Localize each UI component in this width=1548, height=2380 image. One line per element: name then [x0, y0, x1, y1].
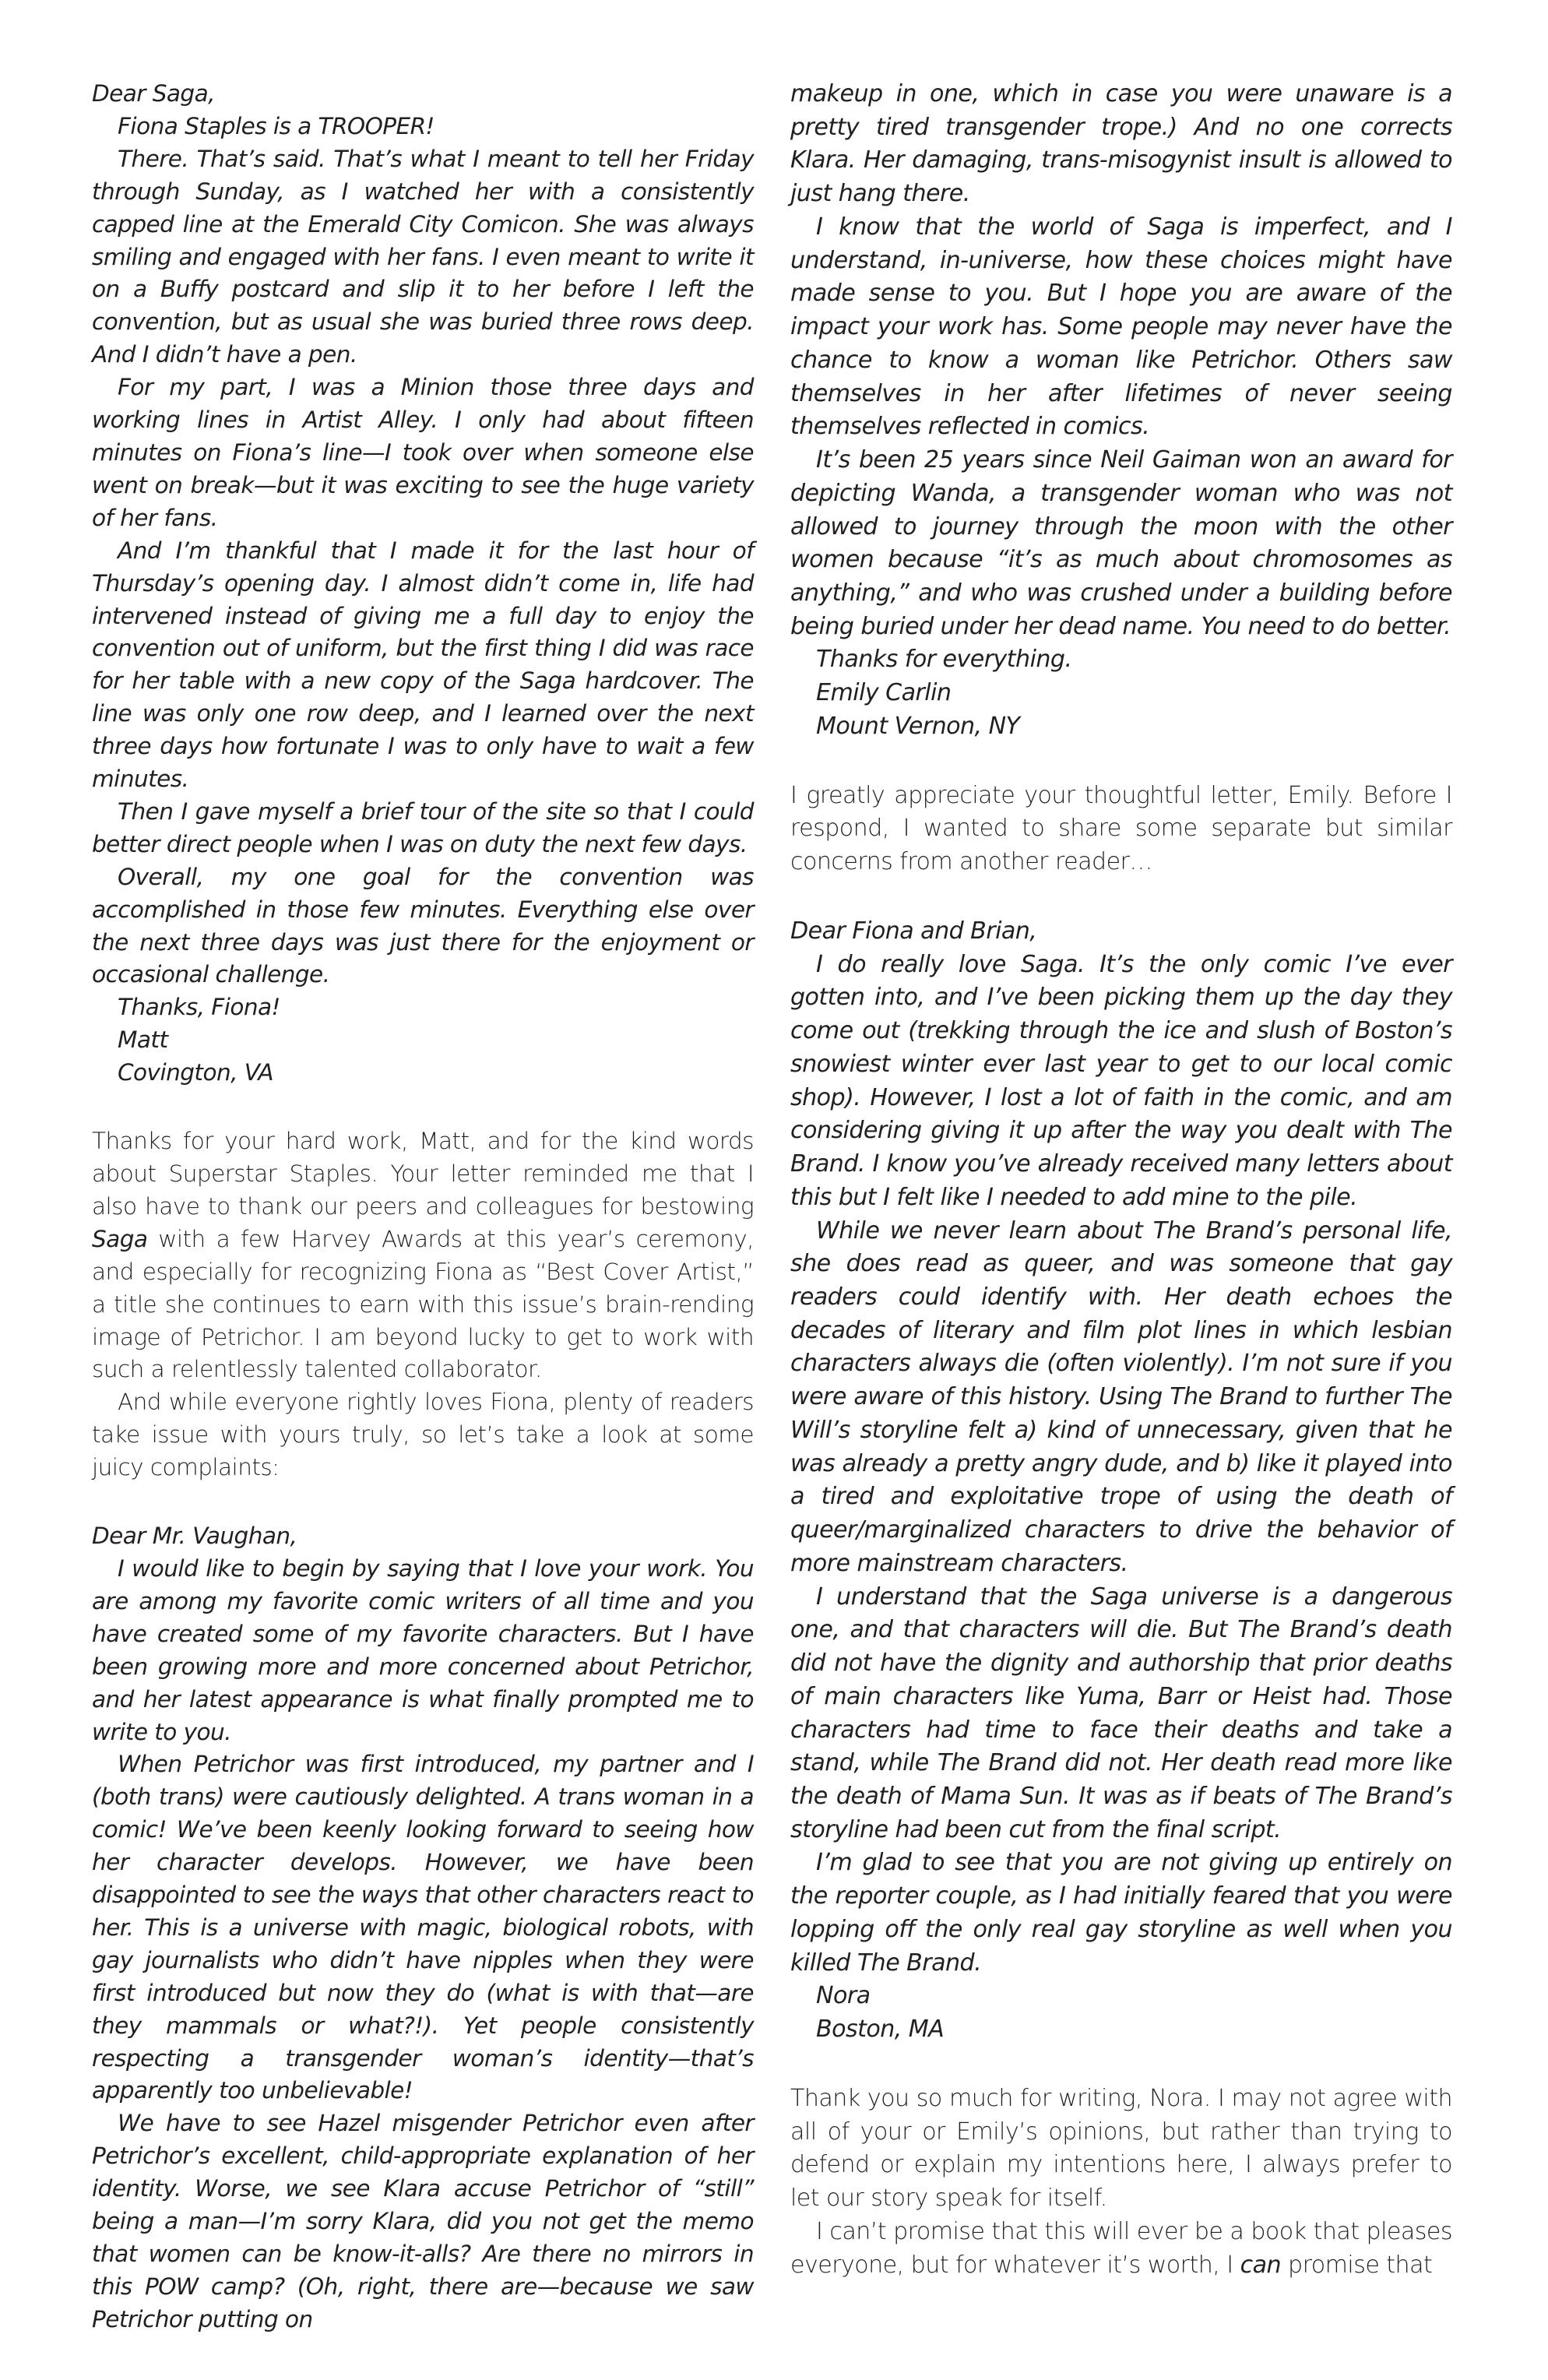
letter-paragraph: There. That’s said. That’s what I meant to tell her Friday through Sunday, as I watched her with a consistently capped line at the Emerald City Comicon. She was always smiling and engaged with her fans. I even meant to write it on a Buffy postcard and slip it to her before I left the convention, but as usual she was buried three rows deep. And I didn’t have a pen.: [92, 145, 754, 368]
response-paragraph: I can’t promise that this will ever be a book that pleases everyone, but for whatever it’s worth, I can promise that: [790, 2217, 1452, 2279]
letter-emily: [92, 1520, 754, 2336]
letter-closing: Thanks, Fiona!: [118, 994, 280, 1021]
editor-response-3: [790, 2082, 1452, 2282]
letter-paragraph: I do really love Saga. It’s the only comic I’ve ever gotten into, and I’ve been picking them up the day they come out (trekking through the ice and slush of Boston’s snowiest winter ever last year to get to our local comic shop). However, I lost a lot of faith in the comic, and am considering giving it up after the way you dealt with The Brand. I know you’ve already received many letters about this but I felt like I needed to add mine to the pile.: [790, 950, 1452, 1211]
letter-paragraph: Fiona Staples is a TROOPER!: [118, 112, 434, 139]
letter-signature-name: Matt: [118, 1026, 168, 1054]
letter-paragraph: I’m glad to see that you are not giving up entirely on the reporter couple, as I had initially feared that you were lopping off the only real gay storyline as well when you killed The Brand.: [790, 1849, 1452, 1977]
letter-paragraph: I would like to begin by saying that I love your work. You are among my favorite comic writers of all time and you have created some of my favorite characters. But I have been growing more and more concerned about Petrichor, and her latest appearance is what finally prompted me to write to you.: [92, 1554, 754, 1745]
letter-emily-continued: [790, 78, 1452, 744]
letter-nora: [790, 915, 1452, 2047]
letter-signature-name: Emily Carlin: [816, 679, 952, 707]
letter-signature-name: Nora: [816, 1982, 871, 2010]
right-column: [790, 78, 1452, 2282]
letter-signature-location: Covington, VA: [118, 1059, 273, 1086]
letter-paragraph: We have to see Hazel misgender Petrichor even after Petrichor’s excellent, child-appropriate explanation of her identity. Worse, we see Klara accuse Petrichor of “still” being a man—I’m sorry Klara, did you not get the memo that women can be know-it-alls? Are there no mirrors in this POW camp? (Oh, right, there are—because we saw Petrichor putting on: [92, 2110, 754, 2332]
letter-closing: Thanks for everything.: [816, 646, 1072, 674]
letter-matt: [92, 78, 754, 1090]
left-column: [92, 78, 754, 2336]
letter-signature-location: Boston, MA: [816, 2016, 945, 2044]
letter-paragraph: It’s been 25 years since Neil Gaiman won an award for depicting Wanda, a transgender woman who was not allowed to journey through the moon with the other women because “it’s as much about chromosomes as anything,” and who was crushed under a building before being buried under her dead name. You need to do better.: [790, 446, 1452, 640]
response-paragraph: Thanks for your hard work, Matt, and for the kind words about Superstar Staples. Your letter reminded me that I also have to thank our peers and colleagues for bestowing Saga with a few Harvey Awards at this year’s ceremony, and especially for recognizing Fiona as “Best Cover Artist,” a title she continues to earn with this issue’s brain-rending image of Petrichor. I am beyond lucky to get to work with such a relentlessly talented collaborator.: [92, 1128, 754, 1383]
book-title: Saga: [92, 1225, 148, 1252]
editor-response-2: [790, 780, 1452, 879]
letter-paragraph: makeup in one, which in case you were unaware is a pretty tired transgender trope.) And no one corrects Klara. Her damaging, trans-misogynist insult is allowed to just hang there.: [790, 80, 1452, 208]
letter-paragraph: While we never learn about The Brand’s personal life, she does read as queer, and was someone that gay readers could identify with. Her death echoes the decades of literary and film plot lines in which lesbian characters always die (often violently). I’m not sure if you were aware of this history. Using The Brand to further The Will’s storyline felt a) kind of unnecessary, given that he was already a pretty angry dude, and b) like it played into a tired and exploitative trope of using the death of queer/marginalized characters to drive the behavior of more mainstream characters.: [790, 1216, 1452, 1577]
letter-paragraph: And I’m thankful that I made it for the last hour of Thursday’s opening day. I almost didn’t come in, life had intervened instead of giving me a full day to enjoy the convention out of uniform, but the first thing I did was race for her table with a new copy of the Saga hardcover. The line was only one row deep, and I learned over the next three days how fortunate I was to only have to wait a few minutes.: [92, 537, 754, 793]
letter-salutation: Dear Mr. Vaughan,: [92, 1523, 297, 1550]
letter-signature-location: Mount Vernon, NY: [816, 712, 1020, 740]
letter-salutation: Dear Saga,: [92, 80, 215, 107]
letter-salutation: Dear Fiona and Brian,: [790, 917, 1037, 945]
response-paragraph: And while everyone rightly loves Fiona, plenty of readers take issue with yours truly, so let’s take a look at some juicy complaints:: [92, 1389, 754, 1481]
letter-paragraph: I understand that the Saga universe is a dangerous one, and that characters will die. But The Brand’s death did not have the dignity and authorship that prior deaths of main characters like Yuma, Barr or Heist had. Those characters had time to face their deaths and take a stand, while The Brand did not. Her death read more like the death of Mama Sun. It was as if beats of The Brand’s storyline had been cut from the final script.: [790, 1583, 1452, 1843]
letter-paragraph: Overall, my one goal for the convention was accomplished in those few minutes. Everything else over the next three days was just there for the enjoyment or occasional challenge.: [92, 863, 754, 988]
letter-paragraph: I know that the world of Saga is imperfect, and I understand, in-universe, how these choices might have made sense to you. But I hope you are aware of the impact your work has. Some people may never have the chance to know a woman like Petrichor. Others saw themselves in her after lifetimes of never seeing themselves reflected in comics.: [790, 213, 1452, 441]
editor-response-1: [92, 1125, 754, 1484]
response-paragraph: Thank you so much for writing, Nora. I may not agree with all of your or Emily’s opinions, but rather than trying to defend or explain my intentions here, I always prefer to let our story speak for itself.: [790, 2084, 1452, 2213]
letter-paragraph: Then I gave myself a brief tour of the site so that I could better direct people when I was on duty the next few days.: [92, 797, 754, 857]
letter-paragraph: For my part, I was a Minion those three days and working lines in Artist Alley. I only had about fifteen minutes on Fiona’s line—I took over when someone else went on break—but it was exciting to see the huge variety of her fans.: [92, 374, 754, 531]
emphasis: can: [1240, 2251, 1282, 2279]
letter-paragraph: When Petrichor was first introduced, my partner and I (both trans) were cautiously delighted. A trans woman in a comic! We’ve been keenly looking forward to seeing how her character develops. However, we have been disappointed to see the ways that other characters react to her. This is a universe with magic, biological robots, with gay journalists who didn’t have nipples when they were first introduced but now they do (what is with that—are they mammals or what?!). Yet people consistently respecting a transgender woman’s identity—that’s apparently too unbelievable!: [92, 1751, 754, 2104]
response-paragraph: I greatly appreciate your thoughtful letter, Emily. Before I respond, I wanted to share some separate but similar concerns from another reader…: [790, 781, 1452, 876]
